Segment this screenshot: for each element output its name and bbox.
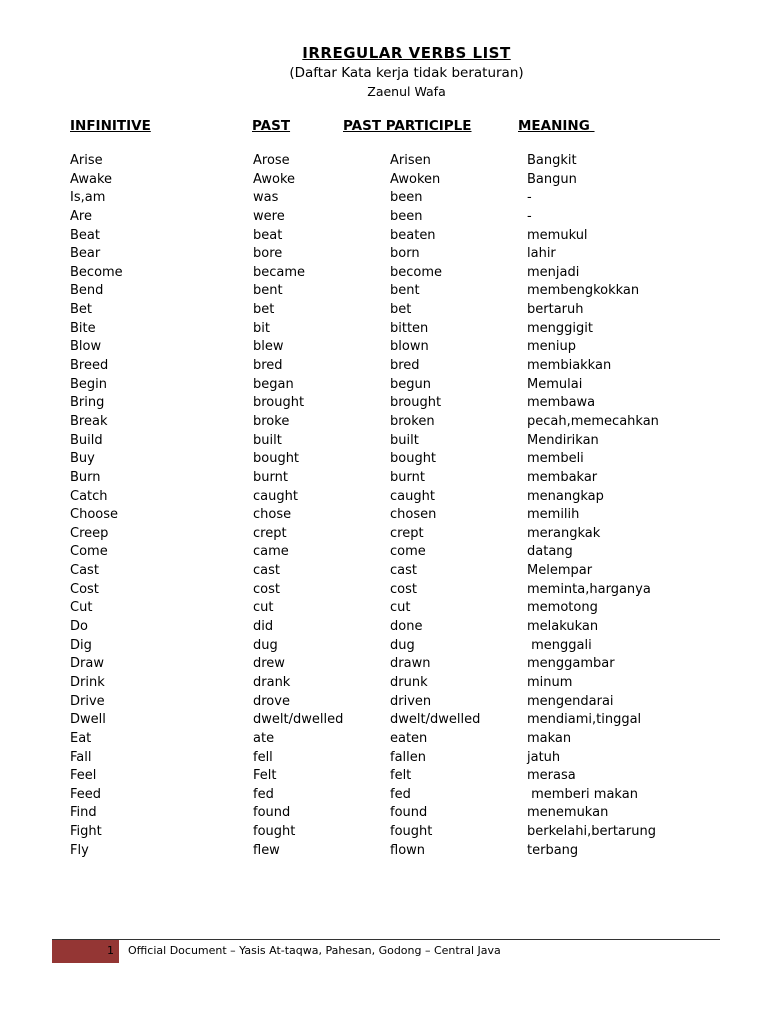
- cell-infinitive: Draw: [70, 656, 104, 672]
- cell-past: drew: [253, 656, 285, 672]
- cell-past: bet: [253, 302, 275, 318]
- cell-past: Arose: [253, 153, 290, 168]
- cell-meaning: menjadi: [527, 264, 580, 280]
- cell-past-participle: fed: [390, 786, 411, 802]
- cell-meaning: melakukan: [527, 619, 599, 635]
- cell-past: cast: [253, 563, 280, 579]
- cell-past: chose: [253, 507, 292, 523]
- cell-past: drove: [253, 693, 290, 709]
- cell-past-participle: become: [390, 264, 443, 280]
- cell-past: was: [253, 190, 279, 206]
- table-row: [0, 208, 768, 227]
- table-row: [0, 394, 768, 413]
- table-row: [0, 562, 768, 581]
- table-row: [0, 674, 768, 693]
- cell-past-participle: felt: [390, 768, 412, 784]
- cell-meaning: menangkap: [527, 488, 604, 504]
- cell-meaning: membengkokkan: [527, 283, 640, 299]
- table-row: [0, 749, 768, 768]
- table-row: [0, 693, 768, 712]
- cell-past: became: [253, 264, 306, 280]
- cell-past-participle: burnt: [390, 469, 425, 485]
- cell-past: crept: [253, 525, 287, 541]
- cell-past-participle: beaten: [390, 227, 436, 243]
- cell-infinitive: Bear: [70, 246, 101, 262]
- cell-meaning: Memulai: [527, 376, 583, 392]
- table-row: [0, 506, 768, 525]
- cell-infinitive: Awake: [70, 171, 113, 187]
- cell-meaning: bertaruh: [527, 302, 584, 318]
- cell-infinitive: Bend: [70, 283, 104, 299]
- document-subtitle: (Daftar Kata kerja tidak beraturan): [289, 65, 524, 81]
- cell-meaning: meniup: [527, 339, 577, 355]
- cell-meaning: datang: [527, 544, 573, 560]
- cell-meaning: pecah,memecahkan: [527, 413, 659, 429]
- cell-past: caught: [253, 488, 298, 504]
- cell-infinitive: Cut: [70, 600, 93, 616]
- table-row: [0, 786, 768, 805]
- cell-meaning: merangkak: [527, 525, 601, 541]
- table-row: [0, 525, 768, 544]
- cell-past: ate: [253, 730, 275, 746]
- table-row: [0, 581, 768, 600]
- cell-past: broke: [253, 413, 290, 429]
- cell-meaning: minum: [527, 674, 573, 690]
- table-row: [0, 618, 768, 637]
- cell-meaning: makan: [527, 730, 572, 746]
- cell-infinitive: Dwell: [70, 712, 106, 728]
- cell-past-participle: drunk: [390, 674, 428, 690]
- cell-meaning: merasa: [527, 768, 576, 784]
- cell-meaning: -: [527, 190, 532, 206]
- table-row: [0, 842, 768, 861]
- table-row: [0, 469, 768, 488]
- cell-infinitive: Catch: [70, 488, 108, 504]
- table-row: [0, 450, 768, 469]
- table-row: [0, 376, 768, 395]
- cell-past-participle: built: [390, 432, 419, 448]
- cell-meaning: menggali: [527, 637, 592, 653]
- cell-past-participle: dwelt/dwelled: [390, 712, 481, 728]
- cell-infinitive: Burn: [70, 469, 101, 485]
- cell-past-participle: born: [390, 246, 420, 262]
- table-row: [0, 189, 768, 208]
- cell-past: bred: [253, 358, 283, 374]
- table-row: [0, 599, 768, 618]
- document-title: IRREGULAR VERBS LIST: [302, 44, 511, 62]
- cell-infinitive: Creep: [70, 525, 109, 541]
- table-row: [0, 282, 768, 301]
- cell-past: came: [253, 544, 289, 560]
- cell-infinitive: Come: [70, 544, 108, 560]
- cell-infinitive: Breed: [70, 358, 109, 374]
- cell-past: bent: [253, 283, 283, 299]
- cell-past-participle: brought: [390, 395, 442, 411]
- verb-table: [0, 152, 768, 860]
- cell-past-participle: broken: [390, 413, 435, 429]
- cell-past: began: [253, 376, 294, 392]
- cell-meaning: memilih: [527, 507, 580, 523]
- cell-meaning: memberi makan: [527, 786, 638, 802]
- cell-meaning: membawa: [527, 395, 596, 411]
- table-row: [0, 152, 768, 171]
- cell-infinitive: Build: [70, 432, 103, 448]
- cell-past-participle: begun: [390, 376, 431, 392]
- cell-past-participle: bent: [390, 283, 420, 299]
- table-row: [0, 655, 768, 674]
- table-row: [0, 432, 768, 451]
- table-row: [0, 301, 768, 320]
- cell-past-participle: flown: [390, 842, 426, 858]
- table-row: [0, 264, 768, 283]
- cell-infinitive: Arise: [70, 153, 103, 168]
- cell-past: fought: [253, 824, 296, 840]
- cell-meaning: lahir: [527, 246, 556, 262]
- cell-past: drank: [253, 674, 291, 690]
- cell-infinitive: Find: [70, 805, 97, 821]
- cell-infinitive: Begin: [70, 376, 108, 392]
- table-row: [0, 637, 768, 656]
- cell-meaning: meminta,harganya: [527, 581, 651, 597]
- table-row: [0, 338, 768, 357]
- cell-past-participle: drawn: [390, 656, 431, 672]
- cell-meaning: menggigit: [527, 320, 593, 336]
- document-author: Zaenul Wafa: [367, 84, 446, 99]
- cell-meaning: mendiami,tinggal: [527, 712, 642, 728]
- cell-past: found: [253, 805, 291, 821]
- cell-past-participle: dug: [390, 637, 415, 653]
- cell-past-participle: cast: [390, 563, 417, 579]
- table-row: [0, 320, 768, 339]
- cell-past-participle: cut: [390, 600, 411, 616]
- table-row: [0, 804, 768, 823]
- cell-infinitive: Buy: [70, 451, 95, 467]
- table-row: [0, 767, 768, 786]
- cell-past: did: [253, 619, 274, 635]
- cell-meaning: Mendirikan: [527, 432, 599, 448]
- cell-infinitive: Blow: [70, 339, 102, 355]
- cell-past-participle: blown: [390, 339, 429, 355]
- cell-infinitive: Drive: [70, 693, 105, 709]
- cell-past-participle: found: [390, 805, 428, 821]
- cell-infinitive: Dig: [70, 637, 92, 653]
- cell-past-participle: driven: [390, 693, 432, 709]
- cell-past: beat: [253, 227, 283, 243]
- cell-past-participle: been: [390, 190, 423, 206]
- header-meaning: MEANING: [518, 118, 595, 134]
- cell-meaning: Bangun: [527, 171, 577, 187]
- cell-past: burnt: [253, 469, 288, 485]
- cell-past: cut: [253, 600, 274, 616]
- footer-page-number: 1: [107, 944, 114, 957]
- cell-infinitive: Become: [70, 264, 123, 280]
- cell-infinitive: Cost: [70, 581, 99, 597]
- cell-meaning: membiakkan: [527, 358, 612, 374]
- cell-past: cost: [253, 581, 280, 597]
- cell-infinitive: Eat: [70, 730, 92, 746]
- cell-meaning: memotong: [527, 600, 598, 616]
- table-row: [0, 413, 768, 432]
- cell-past: brought: [253, 395, 305, 411]
- cell-infinitive: Break: [70, 413, 108, 429]
- header-past-participle: PAST PARTICIPLE: [343, 118, 472, 134]
- cell-past-participle: caught: [390, 488, 435, 504]
- cell-past: fed: [253, 786, 274, 802]
- cell-past: blew: [253, 339, 284, 355]
- table-row: [0, 711, 768, 730]
- cell-infinitive: Bet: [70, 302, 93, 318]
- cell-meaning: jatuh: [527, 749, 561, 765]
- cell-past-participle: bought: [390, 451, 437, 467]
- cell-meaning: memukul: [527, 227, 588, 243]
- cell-past: bore: [253, 246, 283, 262]
- cell-infinitive: Feed: [70, 786, 102, 802]
- table-row: [0, 171, 768, 190]
- cell-past-participle: bitten: [390, 320, 429, 336]
- cell-infinitive: Beat: [70, 227, 100, 243]
- cell-infinitive: Drink: [70, 674, 105, 690]
- cell-meaning: terbang: [527, 842, 579, 858]
- cell-infinitive: Bring: [70, 395, 105, 411]
- footer-divider: [52, 939, 720, 940]
- cell-meaning: menggambar: [527, 656, 615, 672]
- cell-past: dwelt/dwelled: [253, 712, 344, 728]
- cell-past-participle: Awoken: [390, 171, 441, 187]
- cell-past-participle: fought: [390, 824, 433, 840]
- cell-past: dug: [253, 637, 278, 653]
- cell-past: bit: [253, 320, 270, 336]
- cell-infinitive: Feel: [70, 768, 97, 784]
- table-row: [0, 357, 768, 376]
- cell-past-participle: eaten: [390, 730, 428, 746]
- table-row: [0, 227, 768, 246]
- header-infinitive: INFINITIVE: [70, 118, 151, 134]
- cell-past-participle: bred: [390, 358, 420, 374]
- cell-past: fell: [253, 749, 273, 765]
- cell-past-participle: chosen: [390, 507, 437, 523]
- header-past: PAST: [252, 118, 291, 134]
- cell-past-participle: come: [390, 544, 426, 560]
- cell-past: flew: [253, 842, 280, 858]
- cell-infinitive: Fly: [70, 842, 89, 858]
- cell-infinitive: Bite: [70, 320, 96, 336]
- cell-meaning: membeli: [527, 451, 584, 467]
- table-row: [0, 488, 768, 507]
- cell-past: were: [253, 208, 285, 224]
- cell-infinitive: Are: [70, 208, 92, 224]
- cell-past-participle: done: [390, 619, 423, 635]
- cell-infinitive: Is,am: [70, 190, 106, 206]
- table-row: [0, 543, 768, 562]
- cell-meaning: berkelahi,bertarung: [527, 824, 656, 840]
- cell-infinitive: Fall: [70, 749, 92, 765]
- cell-past: built: [253, 432, 282, 448]
- cell-meaning: -: [527, 208, 532, 224]
- cell-meaning: menemukan: [527, 805, 609, 821]
- cell-past-participle: Arisen: [390, 153, 431, 168]
- cell-meaning: membakar: [527, 469, 598, 485]
- cell-meaning: Bangkit: [527, 153, 577, 168]
- cell-infinitive: Fight: [70, 824, 102, 840]
- table-row: [0, 245, 768, 264]
- footer-text: Official Document – Yasis At-taqwa, Pahesan, Godong – Central Java: [128, 944, 501, 957]
- cell-past: Felt: [253, 768, 277, 784]
- cell-meaning: mengendarai: [527, 693, 614, 709]
- cell-infinitive: Choose: [70, 507, 118, 523]
- cell-past-participle: been: [390, 208, 423, 224]
- cell-past: Awoke: [253, 171, 296, 187]
- cell-past-participle: bet: [390, 302, 412, 318]
- cell-meaning: Melempar: [527, 563, 593, 579]
- cell-past-participle: crept: [390, 525, 424, 541]
- table-row: [0, 823, 768, 842]
- cell-infinitive: Cast: [70, 563, 99, 579]
- table-row: [0, 730, 768, 749]
- cell-past-participle: fallen: [390, 749, 427, 765]
- cell-past: bought: [253, 451, 300, 467]
- cell-infinitive: Do: [70, 619, 88, 635]
- cell-past-participle: cost: [390, 581, 417, 597]
